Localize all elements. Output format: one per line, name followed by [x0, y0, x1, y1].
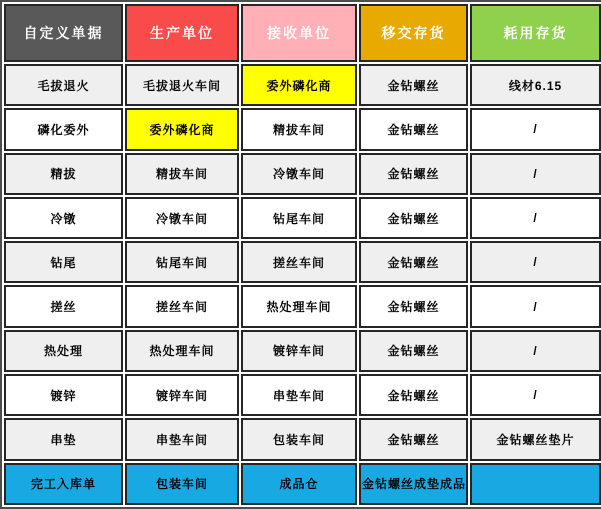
table-cell: / — [470, 374, 601, 416]
table-cell: 精拔车间 — [241, 108, 357, 150]
table-cell: / — [470, 197, 601, 239]
table-cell: 精拔车间 — [125, 153, 239, 195]
table-cell: 金钻螺丝 — [359, 153, 468, 195]
table-cell: 镀锌车间 — [125, 374, 239, 416]
table-row — [4, 64, 601, 106]
table-cell: 磷化委外 — [4, 108, 123, 150]
table-cell: 串垫车间 — [125, 418, 239, 460]
table-cell: 搓丝车间 — [241, 241, 357, 283]
table-cell: 精拔 — [4, 153, 123, 195]
table-cell: 串垫 — [4, 418, 123, 460]
table-cell: 冷镦 — [4, 197, 123, 239]
table-row — [4, 241, 601, 283]
table-body — [4, 64, 601, 505]
table-cell: 热处理车间 — [241, 285, 357, 327]
header-cell-3: 移交存货 — [359, 4, 468, 62]
table-row — [4, 197, 601, 239]
table-cell: 委外磷化商 — [125, 108, 239, 150]
table-cell: / — [470, 241, 601, 283]
table-row — [4, 374, 601, 416]
table-cell: 串垫车间 — [241, 374, 357, 416]
header-row — [4, 4, 601, 62]
table-cell: 金钻螺丝 — [359, 418, 468, 460]
table-row — [4, 285, 601, 327]
table-cell: 金钻螺丝垫片 — [470, 418, 601, 460]
table-cell: 热处理 — [4, 330, 123, 372]
table-cell: 成品仓 — [241, 463, 357, 505]
table-cell: / — [470, 330, 601, 372]
table-cell: 镀锌 — [4, 374, 123, 416]
table-cell: 毛拔退火 — [4, 64, 123, 106]
table-cell: 金钻螺丝 — [359, 285, 468, 327]
header-cell-4: 耗用存货 — [470, 4, 601, 62]
header-cell-0: 自定义单据 — [4, 4, 123, 62]
table-row — [4, 153, 601, 195]
table-cell: 金钻螺丝 — [359, 197, 468, 239]
table-cell: 金钻螺丝 — [359, 330, 468, 372]
table-cell: / — [470, 153, 601, 195]
table-header-row — [4, 4, 601, 62]
table-cell: / — [470, 108, 601, 150]
table-cell: 包装车间 — [125, 463, 239, 505]
table-cell: 金钻螺丝 — [359, 64, 468, 106]
table-cell: 搓丝车间 — [125, 285, 239, 327]
header-cell-1: 生产单位 — [125, 4, 239, 62]
table-cell: 金钻螺丝 — [359, 374, 468, 416]
table-cell: 包装车间 — [241, 418, 357, 460]
table-cell: 金钻螺丝 — [359, 108, 468, 150]
table-cell: 完工入库单 — [4, 463, 123, 505]
table-cell: 金钻螺丝 — [359, 241, 468, 283]
header-cell-2: 接收单位 — [241, 4, 357, 62]
table-cell: 毛拔退火车间 — [125, 64, 239, 106]
table-cell: 冷镦车间 — [241, 153, 357, 195]
table-row — [4, 463, 601, 505]
table-cell: / — [470, 285, 601, 327]
table-row — [4, 418, 601, 460]
table-cell: 镀锌车间 — [241, 330, 357, 372]
table-cell: 钻尾车间 — [241, 197, 357, 239]
table-cell: 金钻螺丝成垫成品 — [359, 463, 468, 505]
table-row — [4, 108, 601, 150]
table-cell: 钻尾车间 — [125, 241, 239, 283]
table-cell: 搓丝 — [4, 285, 123, 327]
table-row — [4, 330, 601, 372]
process-flow-table — [2, 2, 601, 507]
table-cell — [470, 463, 601, 505]
table-cell: 热处理车间 — [125, 330, 239, 372]
table-cell: 冷镦车间 — [125, 197, 239, 239]
table-cell: 钻尾 — [4, 241, 123, 283]
table-cell: 线材6.15 — [470, 64, 601, 106]
table-cell: 委外磷化商 — [241, 64, 357, 106]
